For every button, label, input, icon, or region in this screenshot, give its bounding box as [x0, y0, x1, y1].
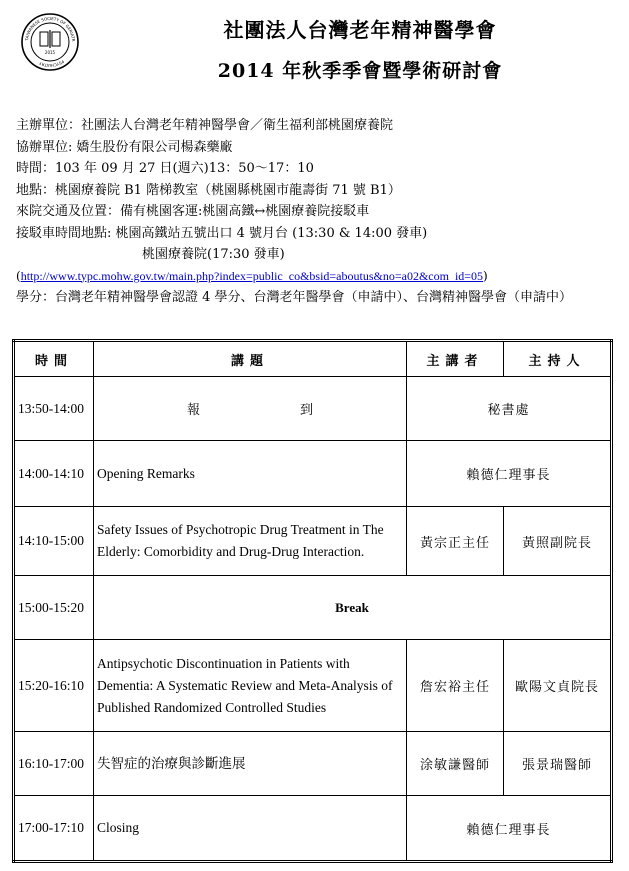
row-topic: Safety Issues of Psychotropic Drug Treatment in The Elderly: Comorbidity and Drug-Drug Interaction. [94, 507, 407, 576]
time-line: 時間：103 年 09 月 27 日(週六)13：50～17：10 [16, 161, 314, 176]
row-time: 16:10-17:00 [14, 732, 94, 796]
header-topic: 講題 [94, 341, 407, 377]
row-time: 14:10-15:00 [14, 507, 94, 576]
url-line [16, 266, 621, 288]
row-topic: Break [94, 576, 612, 640]
topic-char-1: 報 [186, 403, 200, 418]
logo-year: 2015 [44, 50, 56, 55]
page-subtitle: 2014 年秋季季會暨學術研討會 [217, 60, 503, 82]
credits-line: 學分：台灣老年精神醫學會認證 4 學分、台灣老年醫學會（申請中）、台灣精神醫學會（申請中） [16, 290, 573, 305]
row-time: 14:00-14:10 [14, 441, 94, 507]
table-row [14, 796, 612, 862]
url-open-paren: ( [16, 268, 21, 283]
table-row [14, 507, 612, 576]
row-speaker: 黃宗正主任 [407, 507, 504, 576]
event-info [16, 115, 621, 309]
svg-text:TAIWANESE SOCIETY OF GERIATRIC: TAIWANESE SOCIETY OF GERIATR [24, 15, 77, 42]
table-row [14, 576, 612, 640]
table-row [14, 640, 612, 732]
row-time: 13:50-14:00 [14, 377, 94, 441]
location-line: 地點：桃園療養院 B1 階梯教室（桃園縣桃園市龍壽街 71 號 B1） [16, 182, 401, 198]
society-logo [20, 12, 80, 72]
shuttle-return-line: 桃園療養院(17:30 發車) [142, 247, 285, 262]
row-host: 賴德仁理事長 [407, 796, 612, 862]
row-topic: Closing [94, 796, 407, 862]
row-host: 賴德仁理事長 [407, 441, 612, 507]
svg-text:PSYCHIATRY: PSYCHIATRY [38, 59, 66, 69]
header-time: 時間 [14, 341, 94, 377]
schedule-table [12, 339, 613, 863]
table-row [14, 377, 612, 441]
table-row [14, 441, 612, 507]
topic-char-2: 到 [299, 403, 313, 418]
organizer-line: 主辦單位：社團法人台灣老年精神醫學會／衛生福利部桃園療養院 [16, 118, 394, 133]
row-speaker: 詹宏裕主任 [407, 640, 504, 732]
row-topic: Antipsychotic Discontinuation in Patients with Dementia: A Systematic Review and Meta-Analysis of Published Randomized Controlled Studies [94, 640, 407, 732]
url-close-paren: ) [483, 268, 488, 283]
page-title: 社團法人台灣老年精神醫學會 [223, 18, 497, 42]
header-moderator: 主持人 [504, 341, 612, 377]
row-topic [94, 377, 407, 441]
table-header-row [14, 341, 612, 377]
transport-line: 來院交通及位置：備有桃園客運:桃園高鐵↔桃園療養院接駁車 [16, 204, 370, 219]
row-moderator: 張景瑞醫師 [504, 732, 612, 796]
shuttle-line: 接駁車時間地點: 桃園高鐵站五號出口 4 號月台 (13:30 & 14:00 發車) [16, 225, 428, 241]
row-host: 秘書處 [407, 377, 612, 441]
row-topic: 失智症的治療與診斷進展 [94, 732, 407, 796]
hospital-link[interactable]: http://www.typc.mohw.gov.tw/main.php?index=public_co&bsid=aboutus&no=a02&com_id=05 [20, 268, 484, 283]
row-speaker: 涂敏謙醫師 [407, 732, 504, 796]
row-time: 17:00-17:10 [14, 796, 94, 862]
table-row [14, 732, 612, 796]
row-time: 15:20-16:10 [14, 640, 94, 732]
row-time: 15:00-15:20 [14, 576, 94, 640]
row-moderator: 歐陽文貞院長 [504, 640, 612, 732]
row-topic: Opening Remarks [94, 441, 407, 507]
row-moderator: 黃照副院長 [504, 507, 612, 576]
header-speaker: 主講者 [407, 341, 504, 377]
co-organizer-line: 協辦單位: 嬌生股份有限公司楊森藥廠 [16, 139, 233, 155]
